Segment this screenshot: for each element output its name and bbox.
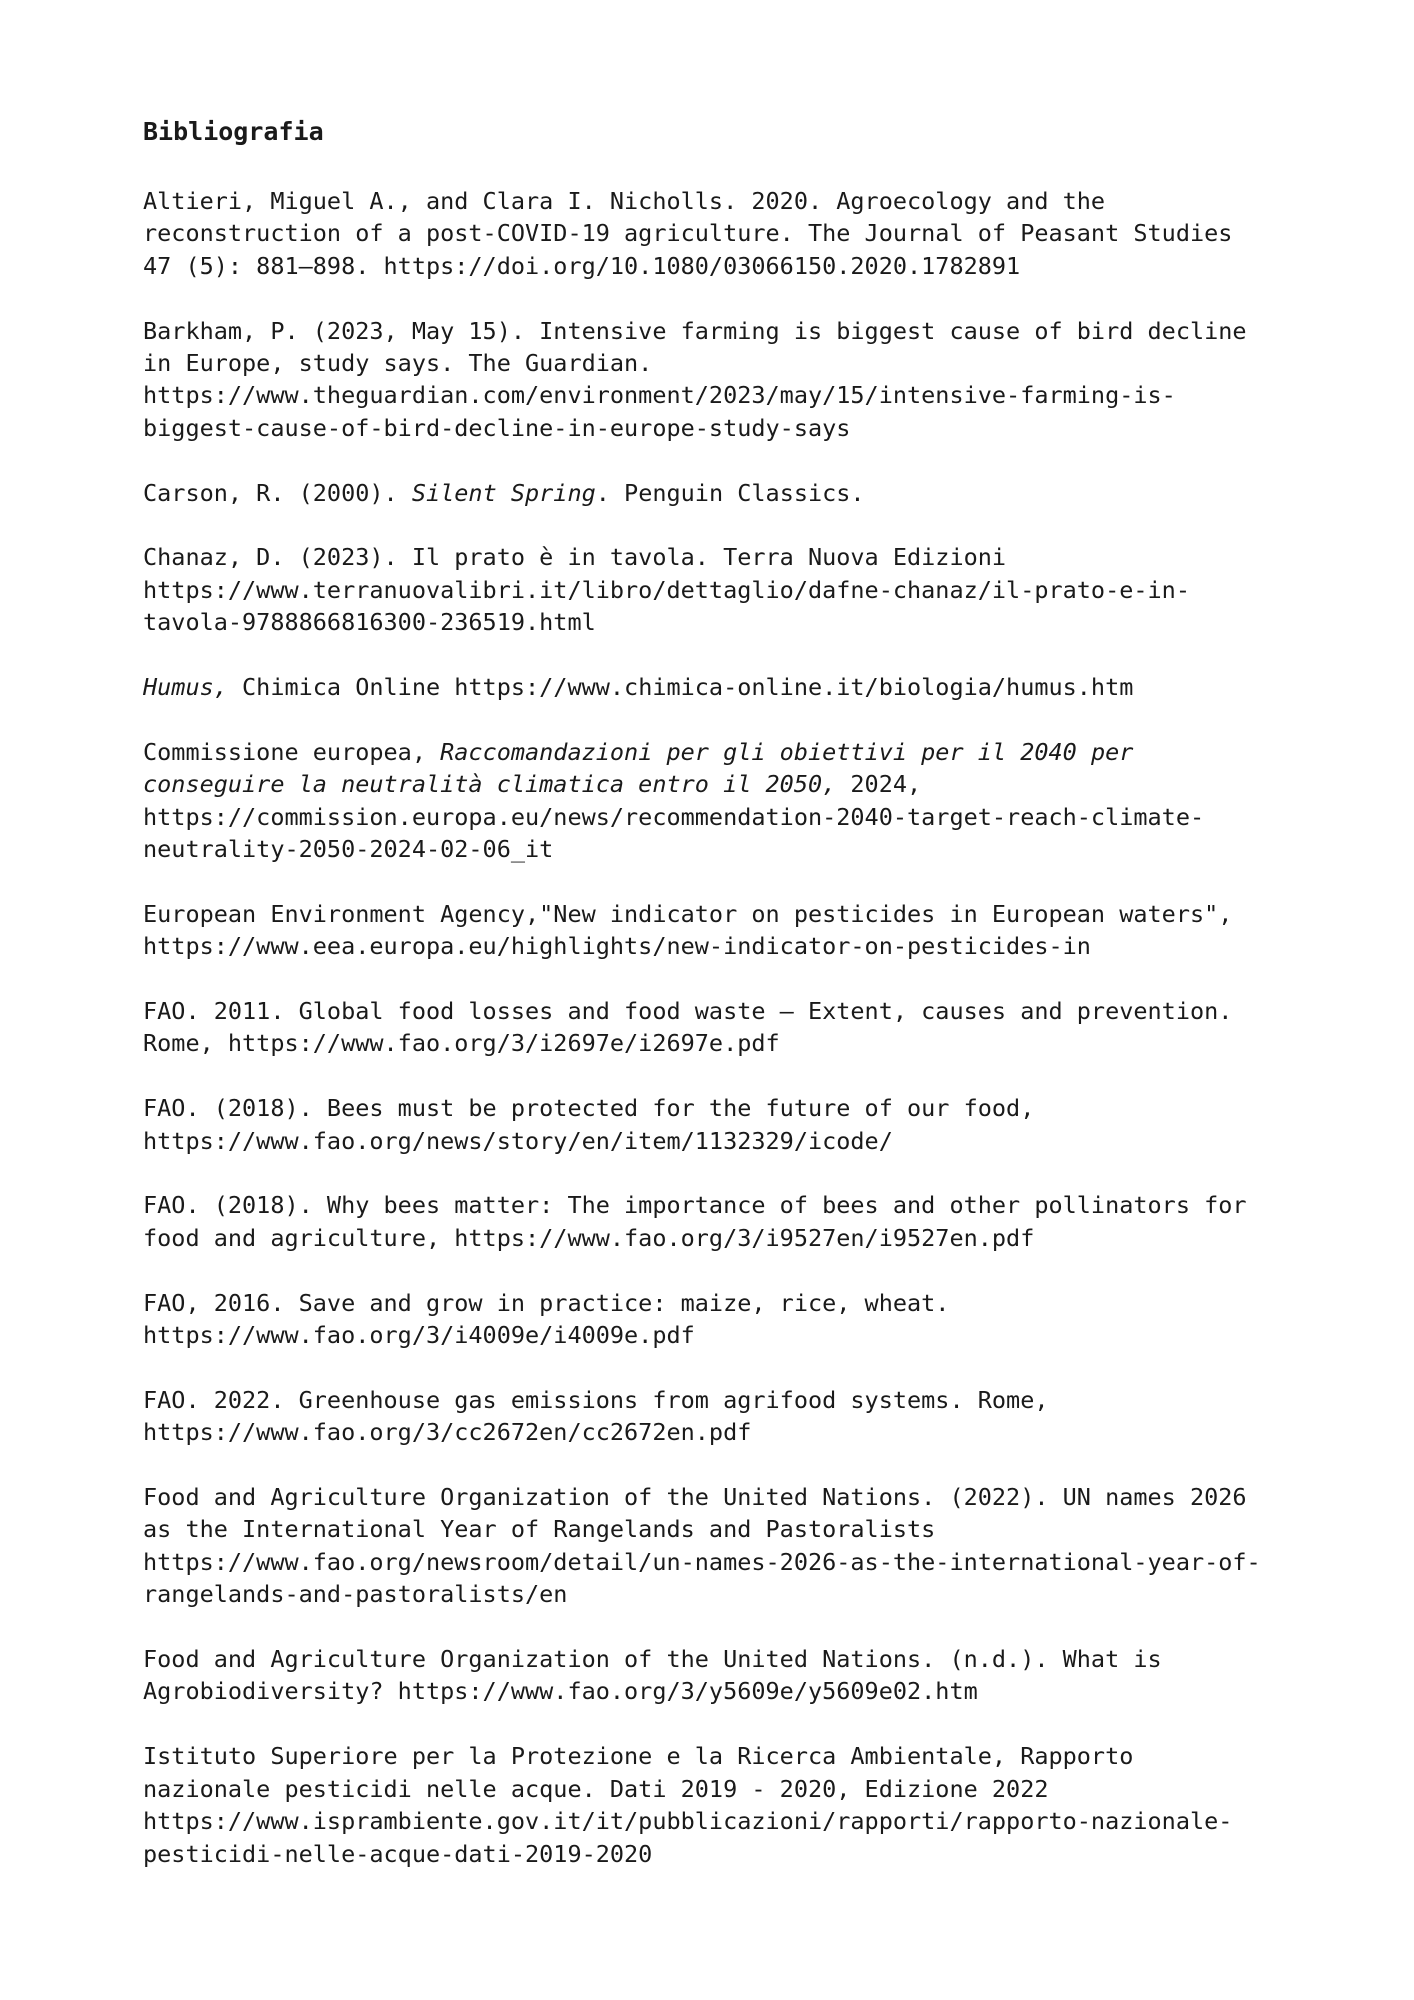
- entry-text: . Penguin Classics.: [595, 478, 865, 507]
- bibliography-entry: [143, 477, 1303, 509]
- italic-text: Silent Spring: [411, 478, 596, 507]
- entry-line: [143, 898, 1303, 930]
- entry-line: [143, 1189, 1303, 1221]
- entry-text: Carson, R. (2000).: [143, 478, 412, 507]
- entry-line: [143, 1578, 1303, 1610]
- entry-line: [143, 1838, 1303, 1870]
- entry-text: FAO. (2018). Why bees matter: The importance of bees and other pollinators for: [143, 1191, 1247, 1220]
- bibliography-entry: [143, 1189, 1303, 1254]
- entry-text: Istituto Superiore per la Protezione e la Ricerca Ambientale, Rapporto: [143, 1742, 1134, 1771]
- entry-line: [143, 1319, 1303, 1351]
- entry-line: [143, 1546, 1303, 1578]
- entry-text: food and agriculture, https://www.fao.org/3/i9527en/i9527en.pdf: [143, 1223, 1035, 1252]
- entry-text: https://commission.europa.eu/news/recommendation-2040-target-reach-climate-: [143, 802, 1205, 831]
- bibliography-entry: [143, 995, 1303, 1060]
- entry-line: [143, 736, 1303, 768]
- bibliography-entry: [143, 898, 1303, 963]
- entry-line: [143, 1773, 1303, 1805]
- entry-text: Food and Agriculture Organization of the United Nations. (2022). UN names 2026: [143, 1483, 1247, 1512]
- entry-line: [143, 1416, 1303, 1448]
- entry-text: tavola-9788866816300-236519.html: [143, 608, 596, 637]
- entry-text: Chanaz, D. (2023). Il prato è in tavola. Terra Nuova Edizioni: [143, 543, 1007, 572]
- entry-line: [143, 347, 1303, 379]
- entry-line: [143, 574, 1303, 606]
- entry-text: https://www.terranuovalibri.it/libro/dettaglio/dafne-chanaz/il-prato-e-in-: [143, 575, 1190, 604]
- bibliography-entry: [143, 1384, 1303, 1449]
- entry-line: [143, 1740, 1303, 1772]
- entry-line: [143, 185, 1303, 217]
- entry-line: [143, 1481, 1303, 1513]
- entry-text: https://www.fao.org/3/cc2672en/cc2672en.pdf: [143, 1418, 752, 1447]
- entry-text: Commissione europea,: [143, 737, 441, 766]
- italic-text: Raccomandazioni per gli obiettivi per il 2040 per: [440, 737, 1134, 766]
- entry-text: 2024,: [836, 770, 922, 799]
- entry-line: [143, 606, 1303, 638]
- page-title: Bibliografia: [143, 117, 324, 146]
- entry-text: Altieri, Miguel A., and Clara I. Nicholls. 2020. Agroecology and the: [143, 187, 1106, 215]
- entry-text: in Europe, study says. The Guardian.: [143, 349, 653, 378]
- entry-text: as the International Year of Rangelands and Pastoralists: [143, 1515, 936, 1544]
- bibliography-entry: [143, 1643, 1303, 1708]
- entry-line: [143, 1092, 1303, 1124]
- entry-text: Agrobiodiversity? https://www.fao.org/3/y5609e/y5609e02.htm: [143, 1677, 978, 1706]
- entry-text: Food and Agriculture Organization of the United Nations. (n.d.). What is: [143, 1645, 1162, 1674]
- entry-text: https://www.eea.europa.eu/highlights/new-indicator-on-pesticides-in: [143, 932, 1091, 961]
- bibliography-entry: [143, 1287, 1303, 1352]
- entry-line: [143, 1384, 1303, 1416]
- entry-text: biggest-cause-of-bird-decline-in-europe-study-says: [143, 413, 851, 442]
- entry-line: [143, 671, 1303, 703]
- bibliography-entry: [143, 1481, 1303, 1611]
- bibliography-entry: [143, 541, 1303, 638]
- entry-line: [143, 801, 1303, 833]
- entry-text: Barkham, P. (2023, May 15). Intensive farming is biggest cause of bird decline: [143, 316, 1247, 345]
- entry-text: Chimica Online https://www.chimica-online.it/biologia/humus.htm: [227, 673, 1134, 702]
- entry-text: neutrality-2050-2024-02-06_it: [143, 835, 554, 864]
- entry-line: [143, 833, 1303, 865]
- entry-text: 47 (5): 881–898. https://doi.org/10.1080/03066150.2020.1782891: [143, 251, 1021, 280]
- entry-text: FAO. 2022. Greenhouse gas emissions from agrifood systems. Rome,: [143, 1385, 1049, 1414]
- entry-line: [143, 217, 1303, 249]
- entry-text: https://www.fao.org/newsroom/detail/un-names-2026-as-the-international-year-of-: [143, 1547, 1261, 1576]
- entry-line: [143, 1675, 1303, 1707]
- bibliography-entry: [143, 315, 1303, 445]
- italic-text: conseguire la neutralità climatica entro il 2050,: [143, 770, 837, 799]
- bibliography-section: [143, 116, 1303, 1902]
- entry-line: [143, 1125, 1303, 1157]
- entry-text: https://www.fao.org/3/i4009e/i4009e.pdf: [143, 1321, 695, 1350]
- entry-line: [143, 541, 1303, 573]
- entry-line: [143, 930, 1303, 962]
- bibliography-entry: [143, 1092, 1303, 1157]
- entry-text: pesticidi-nelle-acque-dati-2019-2020: [143, 1839, 653, 1868]
- entry-text: FAO. (2018). Bees must be protected for the future of our food,: [143, 1094, 1035, 1123]
- entry-line: [143, 412, 1303, 444]
- entry-text: FAO. 2011. Global food losses and food waste – Extent, causes and prevention.: [143, 997, 1233, 1026]
- entry-line: [143, 315, 1303, 347]
- entry-line: [143, 1643, 1303, 1675]
- bibliography-entry: [143, 1740, 1303, 1870]
- bibliography-list: [143, 185, 1303, 1870]
- entry-line: [143, 995, 1303, 1027]
- entry-line: [143, 477, 1303, 509]
- entry-line: [143, 768, 1303, 800]
- entry-line: [143, 379, 1303, 411]
- entry-text: https://www.theguardian.com/environment/2023/may/15/intensive-farming-is-: [143, 381, 1176, 410]
- entry-line: [143, 1805, 1303, 1837]
- entry-line: [143, 1222, 1303, 1254]
- italic-text: Humus,: [143, 673, 228, 702]
- entry-line: [143, 1287, 1303, 1319]
- entry-text: reconstruction of a post-COVID-19 agriculture. The Journal of Peasant Studies: [143, 219, 1233, 248]
- bibliography-entry: [143, 736, 1303, 866]
- entry-text: https://www.fao.org/news/story/en/item/1132329/icode/: [143, 1126, 893, 1155]
- bibliography-entry: [143, 671, 1303, 703]
- entry-text: Rome, https://www.fao.org/3/i2697e/i2697e.pdf: [143, 1029, 780, 1058]
- entry-line: [143, 250, 1303, 282]
- entry-line: [143, 1027, 1303, 1059]
- entry-text: European Environment Agency,"New indicator on pesticides in European waters",: [143, 899, 1233, 928]
- entry-text: rangelands-and-pastoralists/en: [143, 1580, 568, 1609]
- entry-line: [143, 1513, 1303, 1545]
- entry-text: https://www.isprambiente.gov.it/it/pubblicazioni/rapporti/rapporto-nazionale-: [143, 1807, 1233, 1836]
- entry-text: nazionale pesticidi nelle acque. Dati 2019 - 2020, Edizione 2022: [143, 1774, 1049, 1803]
- bibliography-entry: [143, 185, 1303, 282]
- entry-text: FAO, 2016. Save and grow in practice: maize, rice, wheat.: [143, 1288, 950, 1317]
